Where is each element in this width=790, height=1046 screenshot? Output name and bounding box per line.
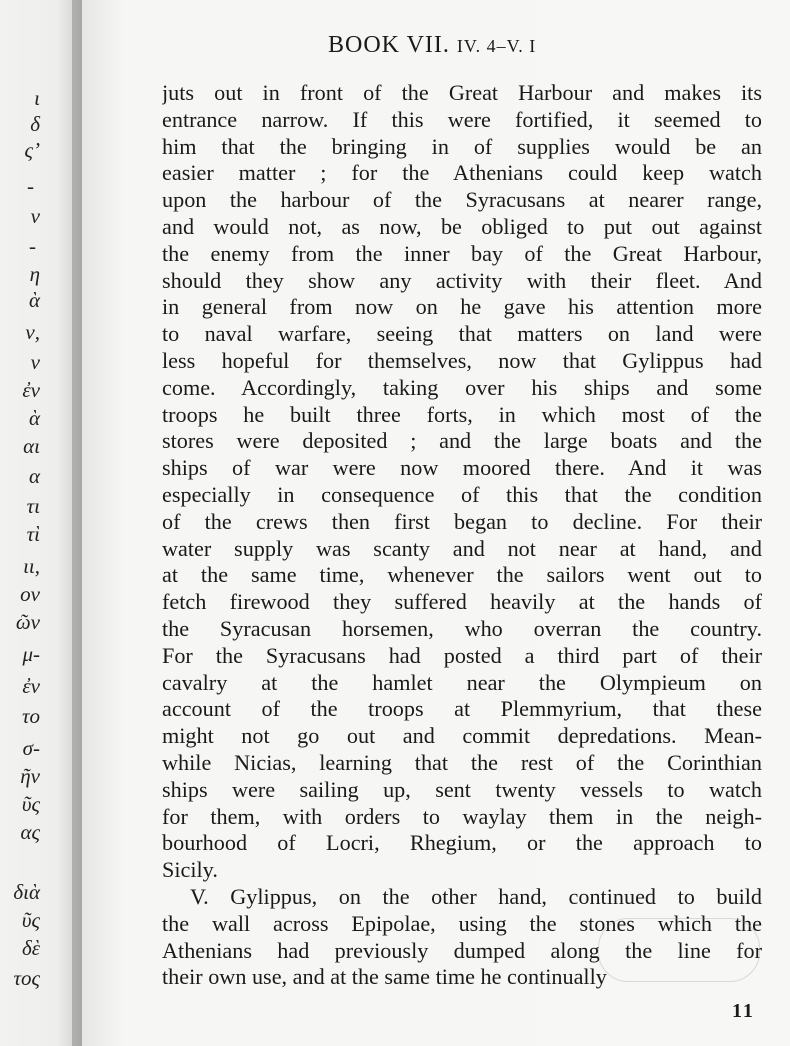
greek-fragment: ς’ <box>24 138 40 162</box>
text-line: the wall across Epipolae, using the stones which the <box>162 910 762 936</box>
text-line: the Syracusan horsemen, who overran the country. <box>162 615 762 641</box>
text-line: For the Syracusans had posted a third part of their <box>162 642 762 668</box>
greek-fragment: ας <box>20 820 40 844</box>
text-line: for them, with orders to waylay them in the neigh- <box>162 803 762 829</box>
text-line: cavalry at the hamlet near the Olympieum on <box>162 669 762 695</box>
greek-fragment: ν, <box>25 320 40 344</box>
text-line: the enemy from the inner bay of the Great Harbour, <box>162 240 762 266</box>
greek-fragment: τὶ <box>26 522 40 546</box>
greek-fragment: τι <box>26 494 40 518</box>
greek-fragment: ῦς <box>21 908 40 932</box>
running-header <box>328 32 536 59</box>
text-line: might not go out and commit depredations. Mean- <box>162 723 762 749</box>
text-line: V. Gylippus, on the other hand, continued to build <box>190 883 762 909</box>
greek-fragment: το <box>21 704 40 728</box>
greek-fragment: μ- <box>22 642 40 666</box>
greek-fragment: ον <box>20 582 40 606</box>
greek-fragment: σ- <box>22 736 40 760</box>
greek-fragment: ὰ <box>28 288 40 312</box>
text-line: Athenians had previously dumped along the line for <box>162 937 762 963</box>
text-line: less hopeful for themselves, now that Gylippus had <box>162 347 762 373</box>
section-reference: IV. 4–V. I <box>456 36 537 56</box>
greek-fragment: ι <box>34 86 40 110</box>
text-line: him that the bringing in of supplies would be an <box>162 133 762 159</box>
greek-fragment: ν <box>30 350 40 374</box>
greek-fragment: ν <box>30 204 40 228</box>
text-line: to naval warfare, seeing that matters on land were <box>162 321 762 347</box>
text-line: ships of war were now moored there. And it was <box>162 455 762 481</box>
text-line: in general from now on he gave his attention more <box>162 294 762 320</box>
greek-fragment: τος <box>13 966 40 990</box>
book-title: BOOK VII. <box>328 32 450 58</box>
text-line: of the crews then first began to decline. For their <box>162 508 762 534</box>
facing-page <box>0 0 82 1046</box>
text-line: their own use, and at the same time he continually <box>162 964 607 990</box>
text-line: at the same time, whenever the sailors went out to <box>162 562 762 588</box>
greek-fragment: - <box>29 234 36 258</box>
text-line: come. Accordingly, taking over his ships and some <box>162 374 762 400</box>
text-line: easier matter ; for the Athenians could keep watch <box>162 160 762 186</box>
watermark-stamp <box>598 918 760 982</box>
text-line: especially in consequence of this that the condition <box>162 481 762 507</box>
page-number: 11 <box>732 1000 755 1022</box>
greek-fragment: ὰ <box>28 406 40 430</box>
greek-fragment: ῆν <box>20 764 40 788</box>
greek-text-margin <box>0 0 40 1046</box>
greek-fragment: δ <box>30 112 40 136</box>
text-line: account of the troops at Plemmyrium, that these <box>162 696 762 722</box>
greek-fragment: ἐν <box>22 378 40 402</box>
text-line: water supply was scanty and not near at hand, and <box>162 535 762 561</box>
greek-fragment: ῶν <box>15 610 40 634</box>
text-line: upon the harbour of the Syracusans at nearer range, <box>162 187 762 213</box>
greek-fragment: ιι, <box>23 554 40 578</box>
text-line: and would not, as now, be obliged to put out against <box>162 213 762 239</box>
text-line: ships were sailing up, sent twenty vessels to watch <box>162 776 762 802</box>
greek-fragment: ῦς <box>21 792 40 816</box>
greek-fragment: - <box>27 174 34 198</box>
greek-fragment: δὲ <box>21 936 40 960</box>
greek-fragment: διὰ <box>13 880 40 904</box>
text-line: entrance narrow. If this were fortified, it seemed to <box>162 106 762 132</box>
greek-fragment: η <box>29 262 40 286</box>
text-line: while Nicias, learning that the rest of the Corinthian <box>162 749 762 775</box>
greek-fragment: α <box>28 464 40 488</box>
greek-fragment: ἐν <box>22 674 40 698</box>
text-line: stores were deposited ; and the large boats and the <box>162 428 762 454</box>
text-line: should they show any activity with their fleet. And <box>162 267 762 293</box>
text-line: bourhood of Locri, Rhegium, or the approach to <box>162 830 762 856</box>
text-line: juts out in front of the Great Harbour and makes its <box>162 80 762 105</box>
text-line: fetch firewood they suffered heavily at the hands of <box>162 589 762 615</box>
page-body-text <box>162 80 762 991</box>
greek-fragment: αι <box>23 434 40 458</box>
text-line: Sicily. <box>162 857 218 883</box>
text-line: troops he built three forts, in which most of the <box>162 401 762 427</box>
